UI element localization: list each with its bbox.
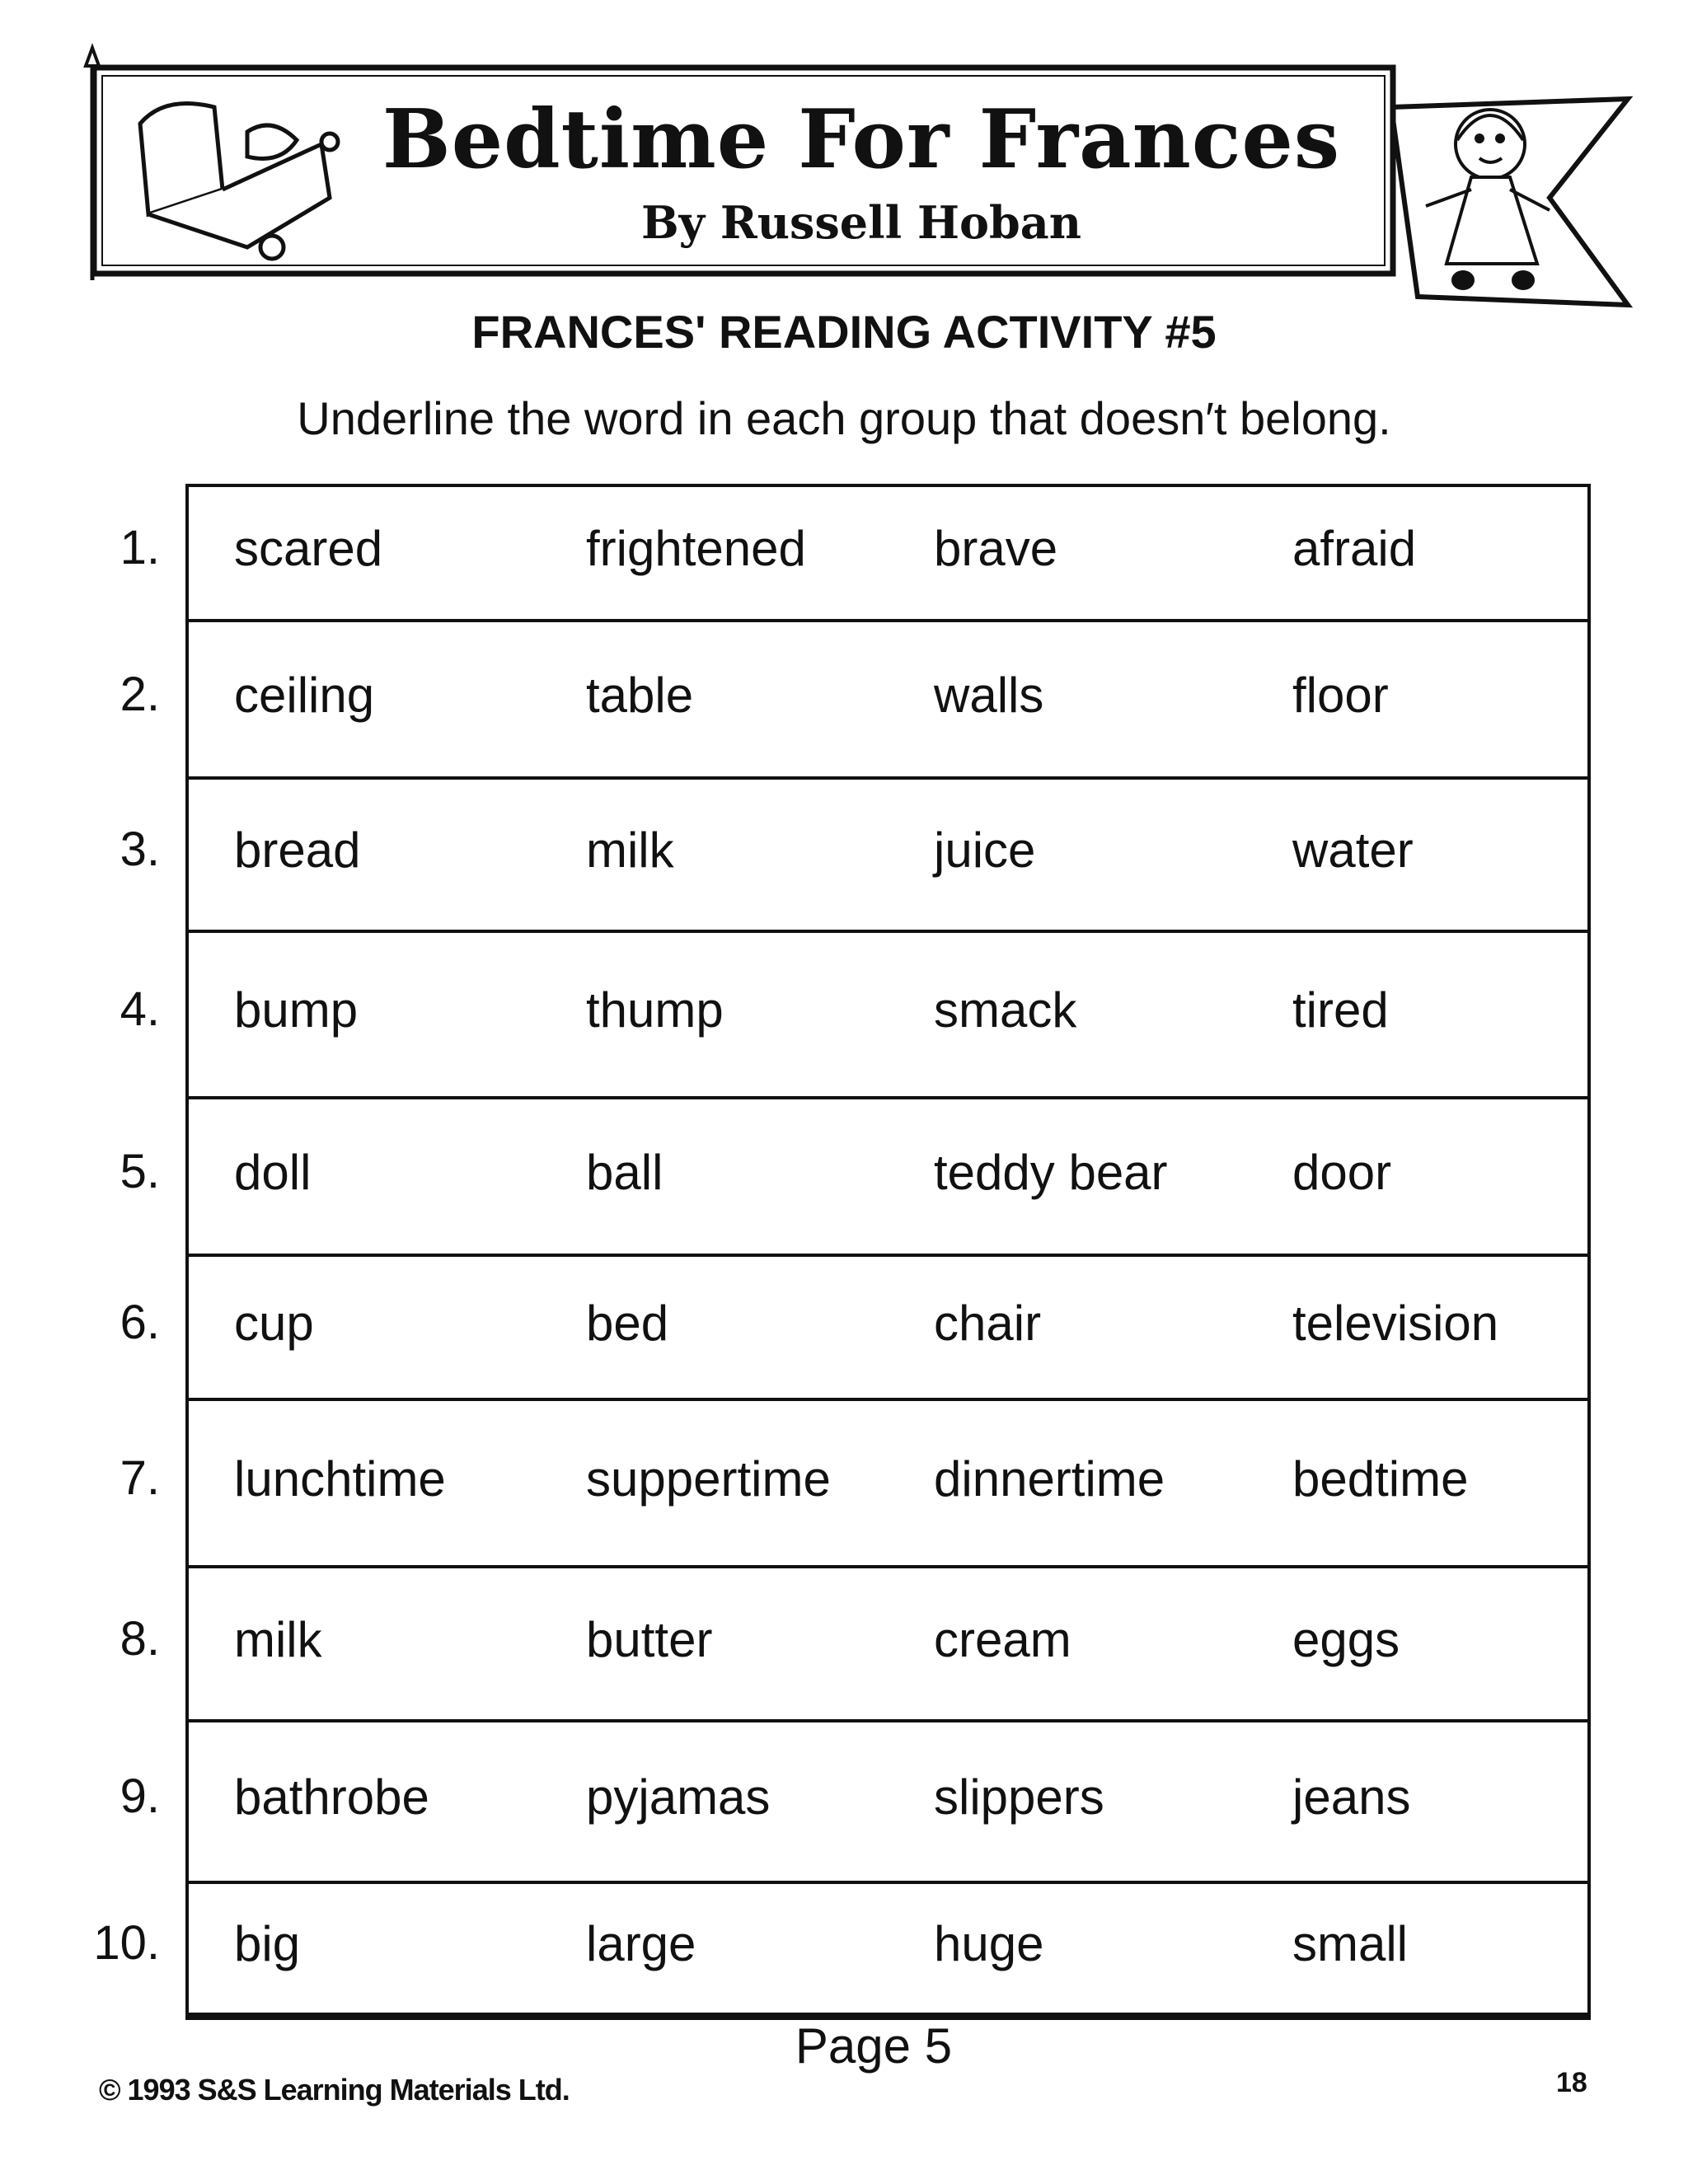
word-option[interactable]: slippers — [934, 1769, 1104, 1825]
word-option[interactable]: ball — [586, 1144, 663, 1200]
word-option[interactable]: ceiling — [234, 667, 375, 723]
word-table — [185, 484, 1591, 2020]
table-row — [189, 622, 1587, 780]
table-row — [189, 1722, 1587, 1884]
word-option[interactable]: pyjamas — [586, 1769, 771, 1825]
word-option[interactable]: bread — [234, 823, 361, 878]
author-byline: By Russell Hoban — [641, 196, 1081, 249]
word-option[interactable]: suppertime — [586, 1451, 831, 1507]
word-option[interactable]: jeans — [1292, 1769, 1411, 1825]
word-option[interactable]: eggs — [1292, 1611, 1400, 1667]
activity-heading: FRANCES' READING ACTIVITY #5 — [471, 306, 1217, 358]
row-number: 10. — [93, 1916, 160, 1970]
word-option[interactable]: bathrobe — [234, 1769, 429, 1825]
word-option[interactable]: brave — [934, 521, 1058, 576]
word-option[interactable]: juice — [934, 823, 1036, 878]
word-option[interactable]: smack — [934, 982, 1077, 1038]
table-row — [189, 933, 1587, 1099]
word-option[interactable]: small — [1292, 1916, 1409, 1971]
word-option[interactable]: tired — [1292, 982, 1389, 1038]
table-row — [189, 1401, 1587, 1568]
table-row — [189, 1257, 1587, 1401]
row-number: 2. — [120, 667, 160, 721]
word-option[interactable]: large — [586, 1916, 696, 1971]
row-number: 3. — [120, 823, 160, 876]
word-option[interactable]: huge — [934, 1916, 1044, 1971]
table-row — [189, 487, 1587, 622]
word-option[interactable]: door — [1292, 1144, 1392, 1200]
row-number: 9. — [120, 1769, 160, 1823]
word-option[interactable]: thump — [586, 982, 724, 1038]
word-option[interactable]: cup — [234, 1295, 314, 1351]
row-number: 4. — [120, 982, 160, 1036]
word-option[interactable]: walls — [934, 667, 1044, 723]
word-option[interactable]: butter — [586, 1611, 713, 1667]
word-option[interactable]: television — [1292, 1295, 1499, 1351]
word-option[interactable]: bedtime — [1292, 1451, 1469, 1507]
word-option[interactable]: cream — [934, 1611, 1071, 1667]
instructions: Underline the word in each group that doesn′t belong. — [297, 392, 1391, 444]
table-row — [189, 780, 1587, 933]
word-option[interactable]: milk — [586, 823, 674, 878]
word-option[interactable]: table — [586, 667, 694, 723]
word-option[interactable]: floor — [1292, 667, 1389, 723]
word-option[interactable]: bump — [234, 982, 359, 1038]
word-option[interactable]: afraid — [1292, 521, 1417, 576]
row-number: 1. — [120, 521, 160, 574]
word-option[interactable]: milk — [234, 1611, 322, 1667]
row-number: 5. — [120, 1144, 160, 1198]
page-label: Page 5 — [795, 2018, 953, 2074]
page-number: 18 — [1556, 2067, 1587, 2098]
word-option[interactable]: bed — [586, 1295, 669, 1351]
word-option[interactable]: teddy bear — [934, 1144, 1168, 1200]
table-row — [189, 1568, 1587, 1722]
word-option[interactable]: frightened — [586, 521, 806, 576]
word-option[interactable]: dinnertime — [934, 1451, 1165, 1507]
word-option[interactable]: scared — [234, 521, 383, 576]
word-option[interactable]: lunchtime — [234, 1451, 446, 1507]
table-row — [189, 1884, 1587, 2013]
word-option[interactable]: big — [234, 1916, 301, 1971]
word-option[interactable]: doll — [234, 1144, 312, 1200]
word-option[interactable]: chair — [934, 1295, 1042, 1351]
page-title: Bedtime For Frances — [382, 92, 1341, 187]
copyright: © 1993 S&S Learning Materials Ltd. — [99, 2073, 570, 2107]
row-number: 8. — [120, 1611, 160, 1666]
word-option[interactable]: water — [1292, 823, 1414, 878]
row-number: 6. — [120, 1295, 160, 1349]
row-number: 7. — [120, 1451, 160, 1505]
table-row — [189, 1099, 1587, 1257]
